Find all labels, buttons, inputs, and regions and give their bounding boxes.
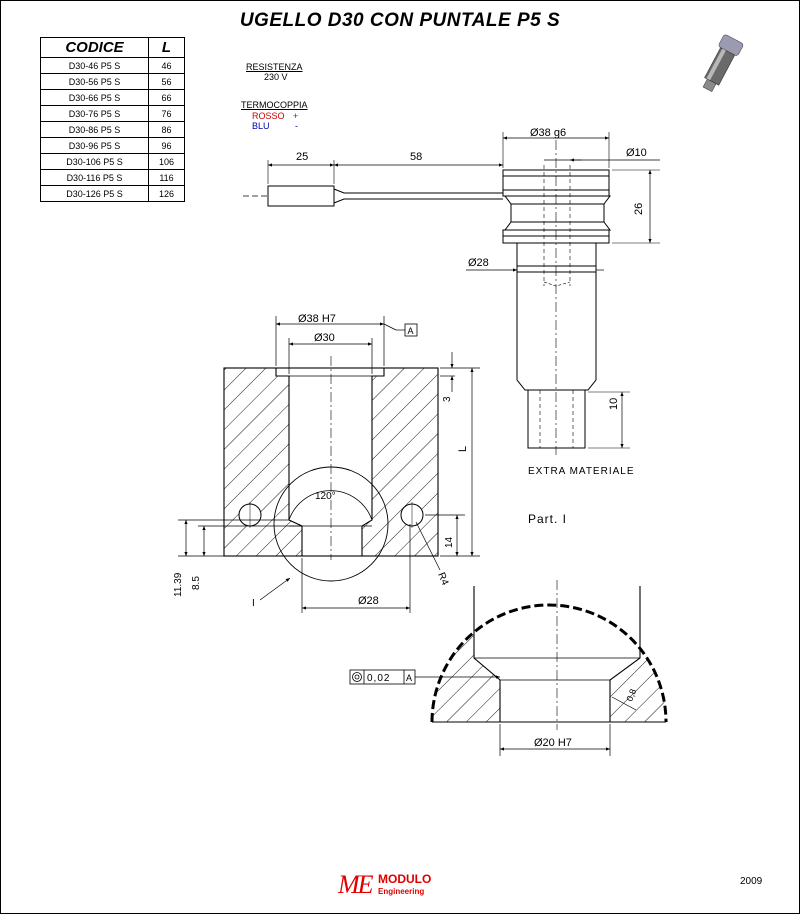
cell-code: D30-66 P5 S: [41, 90, 149, 106]
dim-d28-seat: Ø28: [358, 595, 379, 607]
nozzle-thumbnail-icon: [698, 34, 744, 95]
detail-view: [380, 550, 720, 800]
cell-code: D30-106 P5 S: [41, 154, 149, 170]
cell-l: 106: [149, 154, 185, 170]
dim-58: 58: [410, 151, 423, 163]
dim-r4: R4: [435, 571, 451, 587]
nozzle-body: [517, 243, 596, 390]
cell-code: D30-76 P5 S: [41, 106, 149, 122]
dim-11-39: 11.39: [173, 572, 184, 597]
logo-me: ME: [338, 870, 372, 899]
dim-d28-nozzle: Ø28: [468, 257, 489, 269]
extra-material-label: EXTRA MATERIALE: [528, 466, 635, 477]
logo-modulo: MODULO: [378, 872, 432, 886]
datum-a-label: A: [407, 326, 414, 336]
cell-code: D30-96 P5 S: [41, 138, 149, 154]
cell-l: 56: [149, 74, 185, 90]
nozzle-extra-material: [528, 390, 585, 448]
blu-label: BLU: [252, 121, 270, 131]
resistenza-label: RESISTENZA: [246, 62, 303, 72]
dim-3: 3: [442, 396, 453, 402]
cell-code: D30-116 P5 S: [41, 170, 149, 186]
cell-code: D30-86 P5 S: [41, 122, 149, 138]
dim-angle-120: 120°: [315, 491, 336, 502]
tolerance-value: 0,02: [367, 673, 391, 684]
termocoppia-label: TERMOCOPPIA: [241, 100, 308, 110]
detail-i-label: I: [252, 598, 255, 609]
cell-code: D30-56 P5 S: [41, 74, 149, 90]
cell-code: D30-126 P5 S: [41, 186, 149, 202]
logo-engineering: Engineering: [378, 887, 425, 896]
header-codice: CODICE: [41, 38, 149, 58]
dim-d10: Ø10: [626, 147, 647, 159]
cell-l: 86: [149, 122, 185, 138]
cell-l: 96: [149, 138, 185, 154]
dim-14: 14: [444, 536, 455, 548]
nozzle-collar: [505, 196, 610, 230]
rosso-sign: +: [293, 111, 299, 121]
dim-d30: Ø30: [314, 332, 335, 344]
dim-10: 10: [608, 397, 620, 410]
dim-d20h7: Ø20 H7: [534, 737, 572, 749]
thermocouple-wire: [334, 189, 503, 203]
cell-l: 126: [149, 186, 185, 202]
dim-l: L: [457, 445, 469, 452]
dim-r0-8: 0,8: [624, 687, 639, 703]
thermocouple-tip: [268, 186, 334, 206]
dim-d38h7: Ø38 H7: [298, 313, 336, 325]
cell-l: 76: [149, 106, 185, 122]
dim-25: 25: [296, 151, 309, 163]
drawing-year: 2009: [740, 876, 763, 887]
cell-l: 66: [149, 90, 185, 106]
blu-sign: -: [295, 121, 298, 131]
dim-26: 26: [633, 202, 645, 215]
cell-code: D30-46 P5 S: [41, 58, 149, 74]
part-i-label: Part. I: [528, 512, 568, 526]
header-l: L: [149, 38, 185, 58]
resistenza-value: 230 V: [264, 72, 288, 82]
nozzle-view: [243, 132, 660, 455]
drawing-title: UGELLO D30 CON PUNTALE P5 S: [239, 10, 561, 31]
cell-l: 46: [149, 58, 185, 74]
seat-section: [224, 356, 438, 581]
rosso-label: ROSSO: [252, 111, 285, 121]
tolerance-datum: A: [406, 673, 413, 683]
cell-l: 116: [149, 170, 185, 186]
dim-d38g6: Ø38 g6: [530, 127, 567, 139]
dim-8-5: 8.5: [191, 576, 202, 590]
